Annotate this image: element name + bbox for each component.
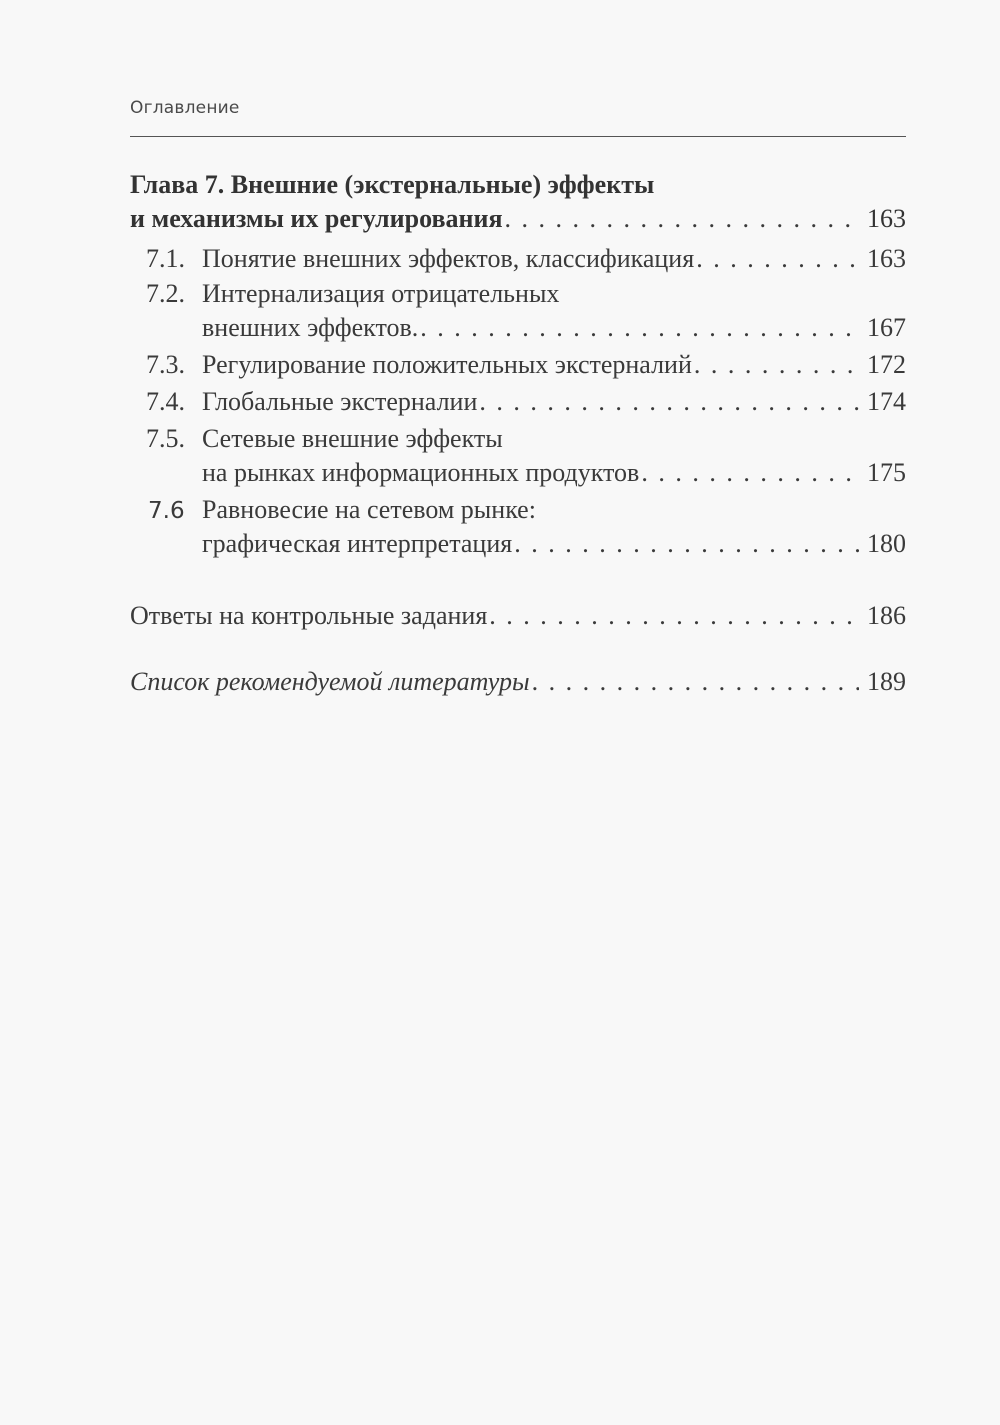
toc-entry-7-6-line2[interactable] <box>130 527 906 561</box>
toc-entry-7-2-line2[interactable] <box>130 311 906 345</box>
toc-entry-answers[interactable] <box>130 599 906 633</box>
section-page-number: 175 <box>867 458 906 487</box>
dot-leader <box>694 348 859 382</box>
running-head: Оглавление <box>130 98 240 118</box>
section-page-number: 174 <box>867 387 906 416</box>
section-number: 7.5. <box>146 424 185 453</box>
section-page-number: 163 <box>867 244 906 273</box>
chapter-title-line1 <box>130 168 906 202</box>
section-title-continued: внешних эффектов. <box>202 313 419 342</box>
toc-entry-7-4[interactable] <box>130 385 906 419</box>
section-page-number: 167 <box>867 313 906 342</box>
dot-leader <box>696 242 859 276</box>
answers-page-number: 186 <box>867 601 906 630</box>
chapter-title-line2[interactable] <box>130 202 906 236</box>
literature-page-number: 189 <box>867 667 906 696</box>
toc-entry-7-5-line1[interactable] <box>130 422 906 456</box>
toc-entry-7-1[interactable] <box>130 242 906 276</box>
section-title: Равновесие на сетевом рынке: <box>202 495 536 524</box>
chapter-title-text-1: Глава 7. Внешние (экстернальные) эффекты <box>130 170 655 199</box>
section-title: Интернализация отрицательных <box>202 279 560 308</box>
section-number: 7.4. <box>146 387 185 416</box>
section-title-continued: на рынках информационных продуктов <box>202 458 640 487</box>
dot-leader <box>514 527 859 561</box>
dot-leader <box>641 456 859 490</box>
section-number: 7.6 <box>148 498 185 524</box>
section-number: 7.1. <box>146 244 185 273</box>
dot-leader <box>532 665 859 699</box>
dot-leader <box>505 202 859 236</box>
toc-entry-literature[interactable] <box>130 665 906 699</box>
section-title: Регулирование положительных экстерналий <box>202 350 692 379</box>
dot-leader <box>489 599 859 633</box>
section-number: 7.2. <box>146 279 185 308</box>
header-rule <box>130 136 906 137</box>
dot-leader <box>479 385 859 419</box>
section-title-continued: графическая интерпретация <box>202 529 513 558</box>
table-of-contents <box>130 168 906 699</box>
literature-title: Список рекомендуемой литературы <box>130 667 530 696</box>
toc-entry-7-3[interactable] <box>130 348 906 382</box>
section-title: Сетевые внешние эффекты <box>202 424 503 453</box>
dot-leader <box>420 311 859 345</box>
toc-entry-7-2-line1[interactable] <box>130 277 906 311</box>
section-number: 7.3. <box>146 350 185 379</box>
chapter-page-number: 163 <box>867 204 906 233</box>
toc-entry-7-6-line1[interactable] <box>130 493 906 527</box>
section-page-number: 180 <box>867 529 906 558</box>
section-title: Глобальные экстерналии <box>202 387 478 416</box>
answers-title: Ответы на контрольные задания <box>130 601 488 630</box>
section-page-number: 172 <box>867 350 906 379</box>
toc-entry-7-5-line2[interactable] <box>130 456 906 490</box>
chapter-title-text-2: и механизмы их регулирования <box>130 204 503 233</box>
section-title: Понятие внешних эффектов, классификация <box>202 244 695 273</box>
